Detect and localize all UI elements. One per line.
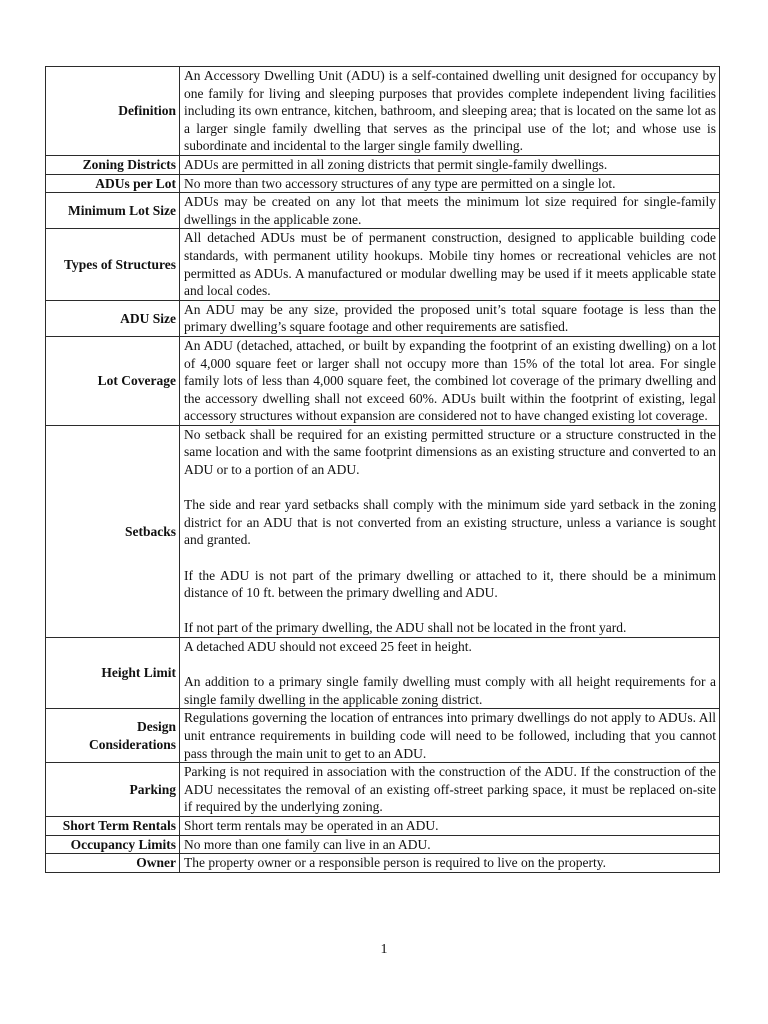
row-label: Definition <box>46 67 180 156</box>
content-paragraph: The side and rear yard setbacks shall comply with the minimum side yard setback in the zoning district for an ADU that is not converted from an existing structure, unless a variance is sought and granted. <box>184 497 716 548</box>
row-content <box>180 835 720 854</box>
row-label: Short Term Rentals <box>46 816 180 835</box>
content-paragraph: An addition to a primary single family dwelling must comply with all height requirements for a single family dwelling in the applicable zoning district. <box>184 674 716 707</box>
row-content <box>180 709 720 763</box>
row-label: Types of Structures <box>46 229 180 300</box>
content-paragraph: An ADU may be any size, provided the proposed unit’s total square footage is less than the primary dwelling’s square footage and other requirements are satisfied. <box>184 301 716 335</box>
row-label: Design Considerations <box>46 709 180 763</box>
table-row <box>46 638 720 709</box>
row-content <box>180 336 720 425</box>
table-row <box>46 155 720 174</box>
row-content <box>180 638 720 709</box>
content-paragraph: ADUs may be created on any lot that meets the minimum lot size required for single-family dwellings in the applicable zone. <box>184 194 716 227</box>
table-row <box>46 835 720 854</box>
content-paragraph: If not part of the primary dwelling, the ADU shall not be located in the front yard. <box>184 620 627 636</box>
content-paragraph: Regulations governing the location of entrances into primary dwellings do not apply to ADUs. All unit entrance requirements in building code will need to be followed, including that you cannot pass through the main unit to get to an ADU. <box>184 710 716 761</box>
row-content <box>180 67 720 156</box>
row-content <box>180 763 720 817</box>
table-row <box>46 709 720 763</box>
table-row <box>46 854 720 873</box>
table-row <box>46 174 720 193</box>
row-content <box>180 854 720 873</box>
row-label: Zoning Districts <box>46 155 180 174</box>
row-content <box>180 425 720 637</box>
table-row <box>46 763 720 817</box>
row-content <box>180 300 720 336</box>
table-row <box>46 193 720 229</box>
table-row <box>46 425 720 637</box>
row-label: Occupancy Limits <box>46 835 180 854</box>
adu-regulations-table <box>45 66 720 873</box>
row-label: ADUs per Lot <box>46 174 180 193</box>
content-paragraph: The property owner or a responsible person is required to live on the property. <box>184 855 607 871</box>
content-paragraph: Short term rentals may be operated in an ADU. <box>184 817 439 833</box>
content-paragraph: A detached ADU should not exceed 25 feet in height. <box>184 639 472 654</box>
table-row <box>46 300 720 336</box>
row-label: Minimum Lot Size <box>46 193 180 229</box>
row-label: Height Limit <box>46 638 180 709</box>
row-label: Parking <box>46 763 180 817</box>
content-paragraph: An Accessory Dwelling Unit (ADU) is a self-contained dwelling unit designed for occupancy by one family for living and sleeping purposes that provides complete independent living facilities including its own entrance, kitchen, bathroom, and sleeping area; that is located on the same lot as a larger single family dwelling that serves as the principal use of the lot; and whose use is subordinate and incidental to the larger single family dwelling. <box>184 68 716 154</box>
table-row <box>46 229 720 300</box>
content-paragraph: All detached ADUs must be of permanent construction, designed to applicable building code standards, with permanent utility hookups. Mobile tiny homes or recreational vehicles are not permitted as ADUs. A manufactured or modular dwelling may be used if it meets applicable state and local codes. <box>184 230 716 299</box>
content-paragraph: ADUs are permitted in all zoning districts that permit single-family dwellings. <box>184 156 608 172</box>
row-label: Lot Coverage <box>46 336 180 425</box>
table-row <box>46 67 720 156</box>
content-paragraph: No more than one family can live in an ADU. <box>184 836 431 852</box>
row-content <box>180 174 720 193</box>
row-label: ADU Size <box>46 300 180 336</box>
row-content <box>180 816 720 835</box>
row-content <box>180 229 720 300</box>
content-paragraph: No setback shall be required for an existing permitted structure or a structure constructed in the same location and with the same footprint dimensions as an existing structure and converted to an ADU or to a portion of an ADU. <box>184 426 716 478</box>
table-row <box>46 336 720 425</box>
page-number: 1 <box>380 942 388 957</box>
content-paragraph: No more than two accessory structures of any type are permitted on a single lot. <box>184 175 616 191</box>
row-label: Setbacks <box>46 425 180 637</box>
table-body <box>46 67 720 873</box>
content-paragraph: If the ADU is not part of the primary dwelling or attached to it, there should be a minimum distance of 10 ft. between the primary dwelling and ADU. <box>184 567 716 601</box>
row-content <box>180 193 720 229</box>
table-row <box>46 816 720 835</box>
row-content <box>180 155 720 174</box>
content-paragraph: An ADU (detached, attached, or built by expanding the footprint of an existing dwelling) on a lot of 4,000 square feet or larger shall not occupy more than 15% of the total lot area. For single family lots of less than 4,000 square feet, the combined lot coverage of the primary dwelling and the accessory dwelling shall not exceed 60%. ADUs built within the footprint of existing, legal accessory structures without expansion are considered not to have changed existing lot coverage. <box>184 337 716 424</box>
row-label: Owner <box>46 854 180 873</box>
content-paragraph: Parking is not required in association with the construction of the ADU. If the construction of the ADU necessitates the removal of an existing off-street parking space, it must be replaced on-site if required by the underlying zoning. <box>184 764 716 815</box>
